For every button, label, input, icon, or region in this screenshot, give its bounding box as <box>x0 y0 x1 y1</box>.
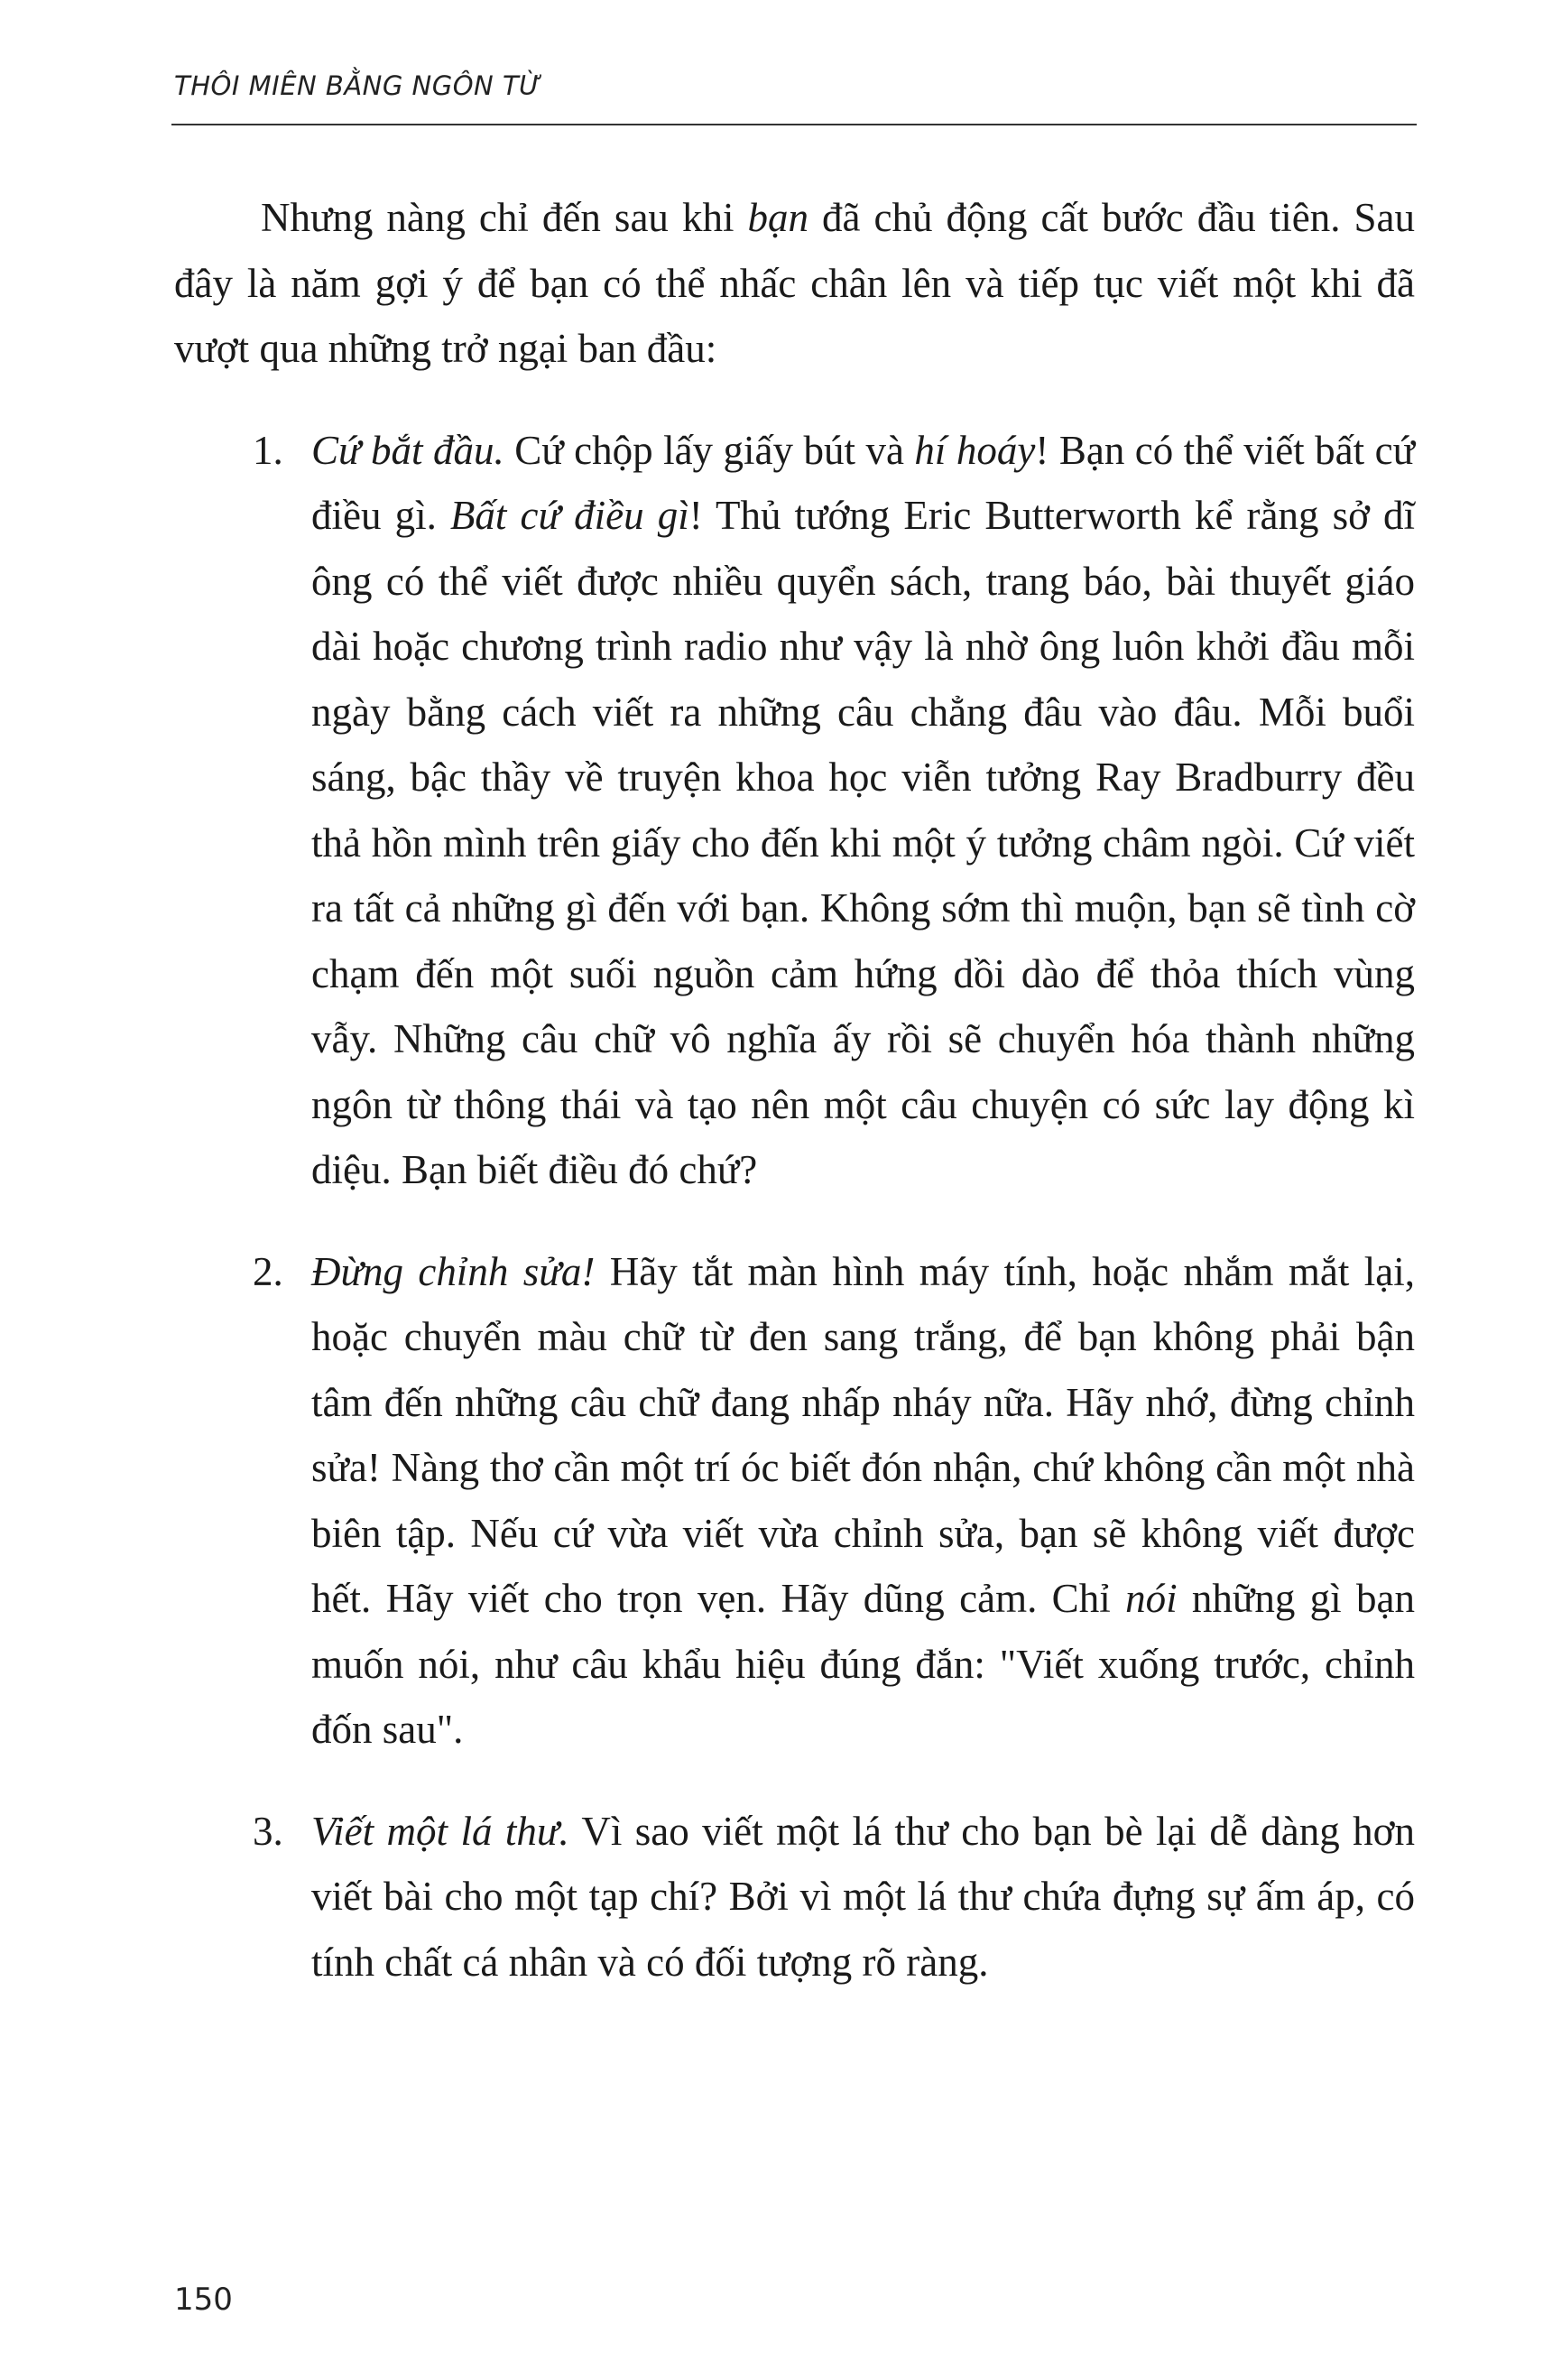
list-item-number: 2. <box>253 1248 283 1294</box>
intro-emphasis: bạn <box>747 195 808 240</box>
page-body <box>174 185 1415 1995</box>
page-number: 150 <box>174 2282 233 2318</box>
list-item <box>174 1239 1415 1763</box>
list-item-part: ! Bạn có thể viết bất cứ điều gì. <box>311 427 1415 538</box>
list-item-part: ! Thủ tướng Eric Butterworth kể rằng sở dĩ ông có thể viết được nhiều quyển sách, trang báo, bài thuyết giáo dài hoặc chương trình radio như vậy là nhờ ông luôn khởi đầu mỗi ngày bằng cách viết ra những câu chẳng đâu vào đâu. Mỗi buổi sáng, bậc thầy về truyện khoa học viễn tưởng Ray Bradburry đều thả hồn mình trên giấy cho đến khi một ý tưởng châm ngòi. Cứ viết ra tất cả những gì đến với bạn. Không sớm thì muộn, bạn sẽ tình cờ chạm đến một suối nguồn cảm hứng dồi dào để thỏa thích vùng vẫy. Những câu chữ vô nghĩa ấy rồi sẽ chuyển hóa thành những ngôn từ thông thái và tạo nên một câu chuyện có sức lay động kì diệu. Bạn biết điều đó chứ? <box>311 493 1415 1192</box>
list-item-text <box>311 1239 1415 1763</box>
tips-list <box>174 418 1415 1996</box>
list-item-number: 1. <box>253 427 283 473</box>
list-item-emphasis: nói <box>1125 1576 1178 1621</box>
list-item-part: những gì bạn muốn nói, như câu khẩu hiệu đúng đắn: "Viết xuống trước, chỉnh đốn sau". <box>311 1576 1415 1752</box>
list-item-part: Hãy tắt màn hình máy tính, hoặc nhắm mắt lại, hoặc chuyển màu chữ từ đen sang trắng, để bạn không phải bận tâm đến những câu chữ đang nhấp nháy nữa. Hãy nhớ, đừng chỉnh sửa! Nàng thơ cần một trí óc biết đón nhận, chứ không cần một nhà biên tập. Nếu cứ vừa viết vừa chỉnh sửa, bạn sẽ không viết được hết. Hãy viết cho trọn vẹn. Hãy dũng cảm. Chỉ <box>311 1248 1415 1621</box>
intro-text: Nhưng nàng chỉ đến sau khi <box>261 195 748 240</box>
list-item-number: 3. <box>253 1808 283 1854</box>
list-item-title: Đừng chỉnh sửa! <box>311 1248 596 1294</box>
list-item-text <box>311 1799 1415 1996</box>
list-item-title: Viết một lá thư. <box>311 1808 569 1854</box>
list-item-title: Cứ bắt đầu. <box>311 427 504 473</box>
list-item <box>174 418 1415 1203</box>
header-divider <box>171 124 1417 125</box>
list-item-emphasis: hí hoáy <box>914 427 1036 473</box>
list-item <box>174 1799 1415 1996</box>
list-item-text <box>311 418 1415 1203</box>
intro-paragraph <box>174 185 1415 382</box>
list-item-part: Cứ chộp lấy giấy bút và <box>504 427 915 473</box>
intro-text-after: đã chủ động cất bước đầu tiên. Sau đây là năm gợi ý để bạn có thể nhấc chân lên và tiếp tục viết một khi đã vượt qua những trở ngại ban đầu: <box>174 195 1415 371</box>
running-header-title: THÔI MIÊN BẰNG NGÔN TỪ <box>174 70 541 101</box>
list-item-emphasis: Bất cứ điều gì <box>449 493 689 538</box>
list-item-part: Vì sao viết một lá thư cho bạn bè lại dễ dàng hơn viết bài cho một tạp chí? Bởi vì một lá thư chứa đựng sự ấm áp, có tính chất cá nhân và có đối tượng rõ ràng. <box>311 1808 1415 1985</box>
